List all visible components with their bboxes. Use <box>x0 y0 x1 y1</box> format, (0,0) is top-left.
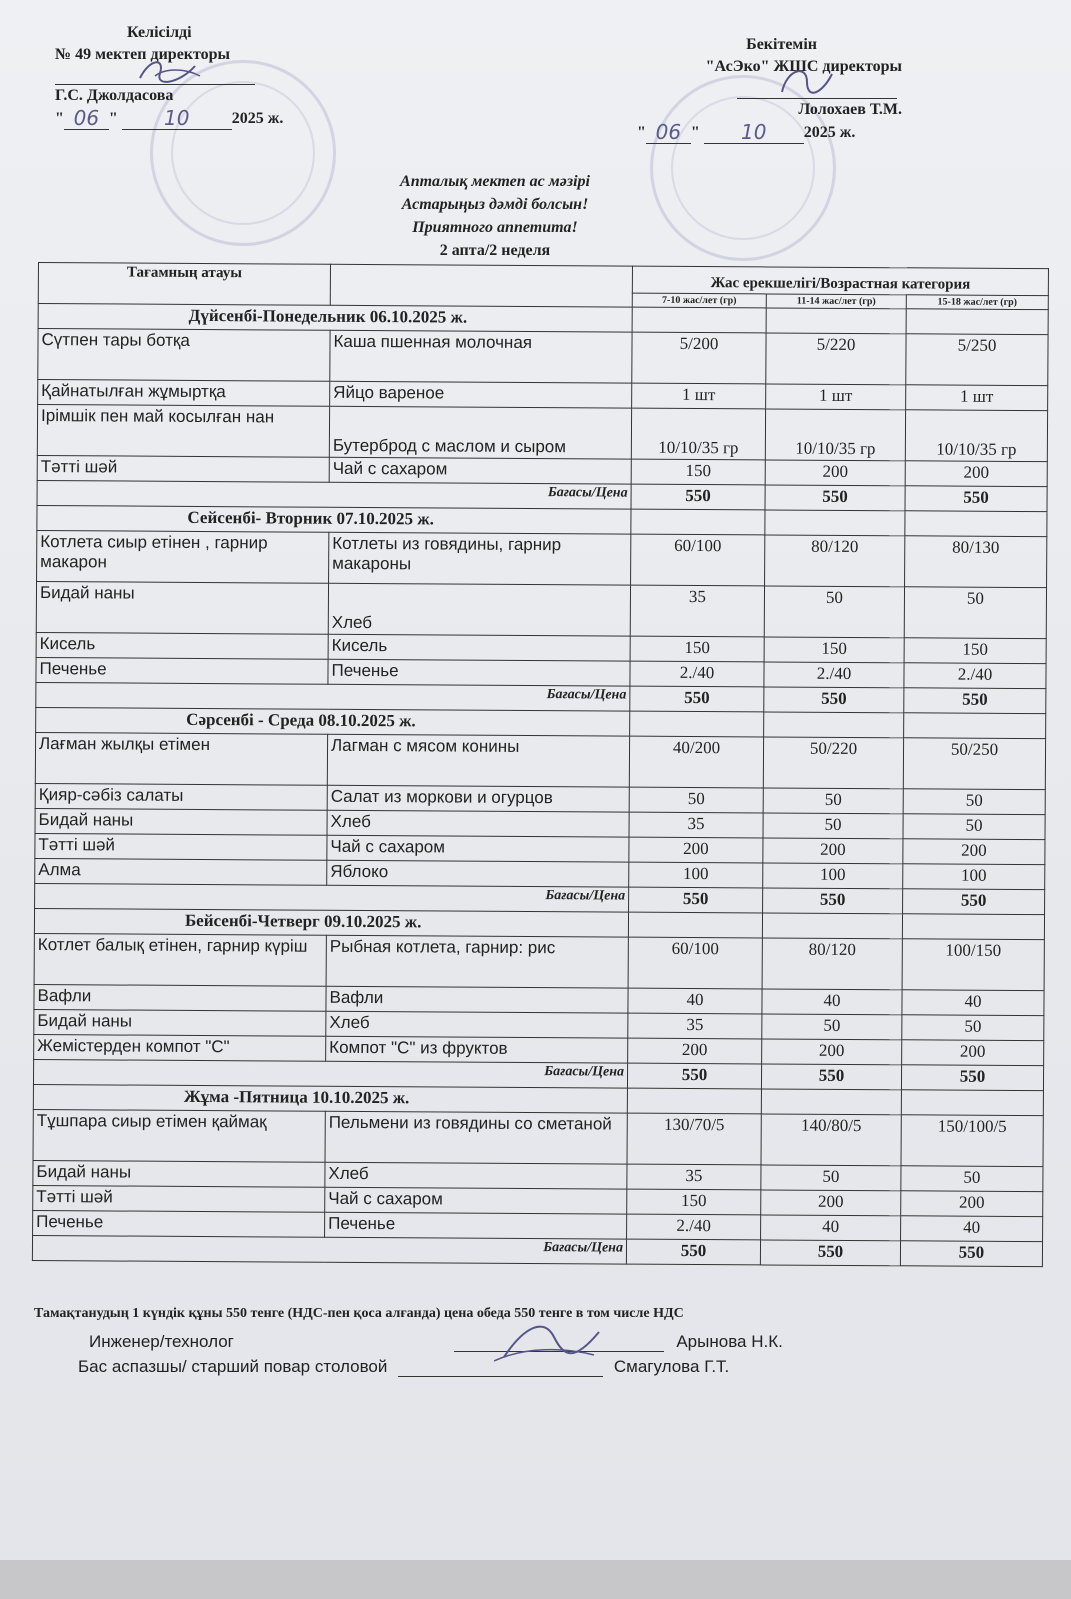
portion-15-18: 80/130 <box>905 536 1047 588</box>
portion-7-10: 50 <box>629 787 763 813</box>
portion-11-14: 40 <box>762 989 902 1015</box>
approve-label: Бекітемін <box>746 36 817 53</box>
portion-7-10: 2./40 <box>627 1214 761 1240</box>
portion-15-18: 50/250 <box>903 738 1045 790</box>
engineer-signature-row <box>34 1332 1034 1352</box>
dish-name-ru: Компот "С" из фруктов <box>326 1036 628 1063</box>
portion-15-18: 50 <box>903 814 1045 840</box>
portion-11-14: 1 шт <box>766 384 906 410</box>
approval-left <box>55 22 283 130</box>
engineer-name: Арынова Н.К. <box>676 1332 783 1351</box>
day-empty-cell <box>631 509 765 535</box>
portion-7-10: 35 <box>627 1164 761 1190</box>
age-11-14-header: 11-14 жас/лет (гр) <box>766 294 906 309</box>
dish-name-kz: Тәтті шәй <box>35 833 327 860</box>
portion-15-18: 5/250 <box>906 334 1048 386</box>
portion-15-18: 50 <box>904 587 1046 639</box>
price-value: 550 <box>765 485 905 511</box>
portion-15-18: 40 <box>902 990 1044 1016</box>
day-empty-cell <box>628 912 762 938</box>
price-value: 550 <box>904 688 1046 714</box>
dish-name-ru: Пельмени из говядины со сметаной <box>325 1111 627 1164</box>
portion-11-14: 80/120 <box>765 535 905 587</box>
portion-7-10: 150 <box>631 459 765 485</box>
portion-15-18: 10/10/35 гр <box>905 410 1047 462</box>
price-label: Бағасы/Цена <box>37 480 631 509</box>
dish-name-kz: Вафли <box>34 984 326 1011</box>
dish-name-ru: Хлеб <box>327 810 629 837</box>
title-kz: Апталық мектеп ас мәзірі <box>400 173 590 190</box>
dish-name-ru: Рыбная котлета, гарнир: рис <box>326 935 628 988</box>
cook-label: Бас аспазшы/ старший повар столовой <box>78 1357 388 1376</box>
dish-name-ru: Хлеб <box>326 1011 628 1038</box>
greeting-ru: Приятного аппетита! <box>412 219 578 236</box>
portion-11-14: 100 <box>763 863 903 889</box>
table-row <box>34 933 1044 990</box>
dish-name-kz: Котлет балық етінен, гарнир күріш <box>34 933 326 986</box>
portion-15-18: 200 <box>903 839 1045 865</box>
table-surface <box>0 1560 1071 1599</box>
price-value: 550 <box>903 889 1045 915</box>
portion-11-14: 200 <box>765 460 905 486</box>
portion-7-10: 200 <box>628 1038 762 1064</box>
portion-7-10: 10/10/35 гр <box>631 408 765 460</box>
price-note: Тамақтанудың 1 күндік құны 550 тенге (НДС-пен қоса алғанда) цена обеда 550 тенге в том числе НДС <box>34 1306 684 1321</box>
price-value: 550 <box>630 686 764 712</box>
signature-right <box>777 64 837 98</box>
price-value: 550 <box>900 1241 1042 1267</box>
director-name-right: Лолохаев Т.М. <box>798 101 902 118</box>
price-value: 550 <box>761 1064 901 1090</box>
price-value: 550 <box>760 1240 900 1266</box>
dish-name-kz: Печенье <box>33 1210 325 1237</box>
portion-7-10: 5/200 <box>632 332 766 384</box>
portion-7-10: 200 <box>629 837 763 863</box>
dish-name-ru-header <box>330 264 632 307</box>
approval-right <box>632 34 902 144</box>
portion-11-14: 5/220 <box>766 333 906 385</box>
dish-name-kz: Алма <box>35 858 327 885</box>
dish-name-kz: Бидай наны <box>34 1009 326 1036</box>
portion-7-10: 150 <box>630 636 764 662</box>
portion-15-18: 150 <box>904 638 1046 664</box>
price-value: 550 <box>901 1065 1043 1091</box>
portion-11-14: 50/220 <box>763 737 903 789</box>
portion-15-18: 1 шт <box>906 385 1048 411</box>
director-name-left: Г.С. Джолдасова <box>55 87 174 104</box>
day-title: Сәрсенбі - Среда 08.10.2025 ж. <box>36 707 630 736</box>
portion-15-18: 40 <box>901 1216 1043 1242</box>
dish-name-kz: Бидай наны <box>33 1160 325 1187</box>
table-row <box>37 405 1047 462</box>
dish-name-kz: Қайнатылған жұмыртқа <box>38 380 330 407</box>
dish-name-ru: Бутерброд с маслом и сыром <box>329 406 631 459</box>
dish-name-kz: Қияр-сәбіз салаты <box>35 783 327 810</box>
portion-11-14: 200 <box>761 1190 901 1216</box>
menu-table-body <box>32 263 1048 1267</box>
signature-left <box>135 58 205 86</box>
table-row <box>33 1109 1043 1166</box>
dish-name-ru: Чай с сахаром <box>329 457 631 484</box>
day-empty-cell <box>902 914 1044 940</box>
day-empty-cell <box>762 913 902 939</box>
portion-15-18: 200 <box>902 1040 1044 1066</box>
table-row <box>38 329 1048 386</box>
portion-15-18: 50 <box>903 789 1045 815</box>
dish-name-kz: Печенье <box>36 657 328 684</box>
week-label: 2 апта/2 неделя <box>439 242 551 259</box>
dish-name-kz: Ірімшік пен май косылған нан <box>37 405 329 458</box>
age-7-10-header: 7-10 жас/лет (гр) <box>632 293 766 308</box>
day-title: Сейсенбі- Вторник 07.10.2025 ж. <box>37 505 631 534</box>
table-header-row <box>38 263 1048 296</box>
engineer-label: Инженер/технолог <box>89 1332 234 1351</box>
day-empty-cell <box>766 308 906 334</box>
greeting-kz: Астарыңыз дәмді болсын! <box>401 196 589 213</box>
portion-7-10: 60/100 <box>631 534 765 586</box>
price-label: Бағасы/Цена <box>33 1059 627 1088</box>
day-empty-cell <box>632 307 766 333</box>
dish-name-ru: Вафли <box>326 986 628 1013</box>
portion-7-10: 150 <box>627 1189 761 1215</box>
day-empty-cell <box>904 713 1046 739</box>
day-empty-cell <box>901 1090 1043 1116</box>
day-empty-cell <box>905 511 1047 537</box>
menu-footer <box>34 1306 1034 1377</box>
price-value: 550 <box>626 1239 760 1265</box>
dish-name-kz: Кисель <box>36 632 328 659</box>
dish-name-kz: Котлета сиыр етінен , гарнир макарон <box>37 530 329 583</box>
portion-15-18: 2./40 <box>904 663 1046 689</box>
price-value: 550 <box>627 1063 761 1089</box>
portion-15-18: 50 <box>901 1166 1043 1192</box>
school-director-label: № 49 мектеп директоры <box>55 46 231 63</box>
signature-line <box>55 66 255 85</box>
price-label: Бағасы/Цена <box>35 883 629 912</box>
day-title: Дүйсенбі-Понедельник 06.10.2025 ж. <box>38 304 632 333</box>
age-15-18-header: 15-18 жас/лет (гр) <box>906 295 1048 310</box>
engineer-signature <box>494 1317 604 1367</box>
approval-date-left: " 06 " 10 2025 ж. <box>55 106 284 130</box>
portion-11-14: 80/120 <box>762 938 902 990</box>
portion-7-10: 60/100 <box>628 937 762 989</box>
dish-name-ru: Чай с сахаром <box>327 835 629 862</box>
dish-name-header: Тағамның атауы <box>38 263 330 306</box>
dish-name-kz: Лағман жылқы етімен <box>35 732 327 785</box>
dish-name-ru: Печенье <box>325 1212 627 1239</box>
dish-name-ru: Салат из моркови и огурцов <box>327 785 629 812</box>
dish-name-ru: Лагман с мясом конины <box>327 734 629 787</box>
portion-11-14: 50 <box>762 1014 902 1040</box>
table-row <box>35 732 1045 789</box>
dish-name-kz: Жемістерден компот "С" <box>34 1034 326 1061</box>
dish-name-ru: Чай с сахаром <box>325 1187 627 1214</box>
engineer-sign-line <box>454 1351 664 1352</box>
portion-11-14: 200 <box>763 838 903 864</box>
portion-15-18: 100/150 <box>902 939 1044 991</box>
portion-7-10: 35 <box>630 585 764 637</box>
price-value: 550 <box>629 887 763 913</box>
dish-name-ru: Хлеб <box>325 1162 627 1189</box>
dish-name-ru: Яйцо вареное <box>330 381 632 408</box>
day-empty-cell <box>627 1088 761 1114</box>
day-title: Жұма -Пятница 10.10.2025 ж. <box>33 1084 627 1113</box>
portion-11-14: 50 <box>761 1165 901 1191</box>
dish-name-ru: Каша пшенная молочная <box>330 330 632 383</box>
signature-line-right <box>737 78 897 99</box>
portion-7-10: 40/200 <box>629 736 763 788</box>
dish-name-ru: Котлеты из говядины, гарнир макароны <box>329 532 631 585</box>
dish-name-ru: Хлеб <box>328 583 630 636</box>
dish-name-kz: Бидай наны <box>35 808 327 835</box>
portion-15-18: 200 <box>905 461 1047 487</box>
portion-7-10: 1 шт <box>632 383 766 409</box>
portion-11-14: 140/80/5 <box>761 1114 901 1166</box>
portion-15-18: 200 <box>901 1191 1043 1217</box>
portion-7-10: 130/70/5 <box>627 1113 761 1165</box>
day-empty-cell <box>906 309 1048 335</box>
portion-15-18: 100 <box>903 864 1045 890</box>
dish-name-kz: Тәтті шәй <box>37 455 329 482</box>
portion-7-10: 35 <box>628 1013 762 1039</box>
table-row <box>36 581 1046 638</box>
portion-11-14: 50 <box>763 813 903 839</box>
portion-15-18: 150/100/5 <box>901 1115 1043 1167</box>
portion-11-14: 150 <box>764 637 904 663</box>
dish-name-kz: Тәтті шәй <box>33 1185 325 1212</box>
portion-11-14: 40 <box>761 1215 901 1241</box>
dish-name-ru: Яблоко <box>327 860 629 887</box>
price-value: 550 <box>905 486 1047 512</box>
age-category-header: Жас ерекшелігі/Возрастная категория <box>632 266 1048 296</box>
dish-name-kz: Сүтпен тары ботқа <box>38 329 330 382</box>
price-value: 550 <box>631 484 765 510</box>
portion-7-10: 100 <box>629 862 763 888</box>
portion-7-10: 40 <box>628 988 762 1014</box>
price-value: 550 <box>764 687 904 713</box>
company-director-label: "АсЭко" ЖШС директоры <box>705 58 902 75</box>
day-title: Бейсенбі-Четверг 09.10.2025 ж. <box>34 908 628 937</box>
price-label: Бағасы/Цена <box>32 1235 626 1264</box>
dish-name-ru: Печенье <box>328 659 630 686</box>
cook-name: Смагулова Г.Т. <box>613 1357 730 1376</box>
portion-11-14: 10/10/35 гр <box>765 409 905 461</box>
day-empty-cell <box>765 510 905 536</box>
approval-date-right: " 06 " 10 2025 ж. <box>637 120 856 144</box>
price-row <box>32 1235 1042 1266</box>
table-row <box>37 530 1047 587</box>
day-empty-cell <box>630 711 764 737</box>
menu-table <box>32 262 1049 1267</box>
day-empty-cell <box>761 1089 901 1115</box>
portion-11-14: 50 <box>763 788 903 814</box>
dish-name-ru: Кисель <box>328 634 630 661</box>
portion-7-10: 2./40 <box>630 661 764 687</box>
dish-name-kz: Тұшпара сиыр етімен қаймақ <box>33 1109 325 1162</box>
portion-11-14: 2./40 <box>764 662 904 688</box>
dish-name-kz: Бидай наны <box>36 581 328 634</box>
portion-7-10: 35 <box>629 812 763 838</box>
day-empty-cell <box>764 712 904 738</box>
price-label: Бағасы/Цена <box>36 682 630 711</box>
portion-11-14: 50 <box>764 586 904 638</box>
agreed-label: Келісілді <box>127 24 192 41</box>
portion-15-18: 50 <box>902 1015 1044 1041</box>
menu-titles <box>340 170 650 262</box>
portion-11-14: 200 <box>762 1039 902 1065</box>
price-value: 550 <box>763 888 903 914</box>
